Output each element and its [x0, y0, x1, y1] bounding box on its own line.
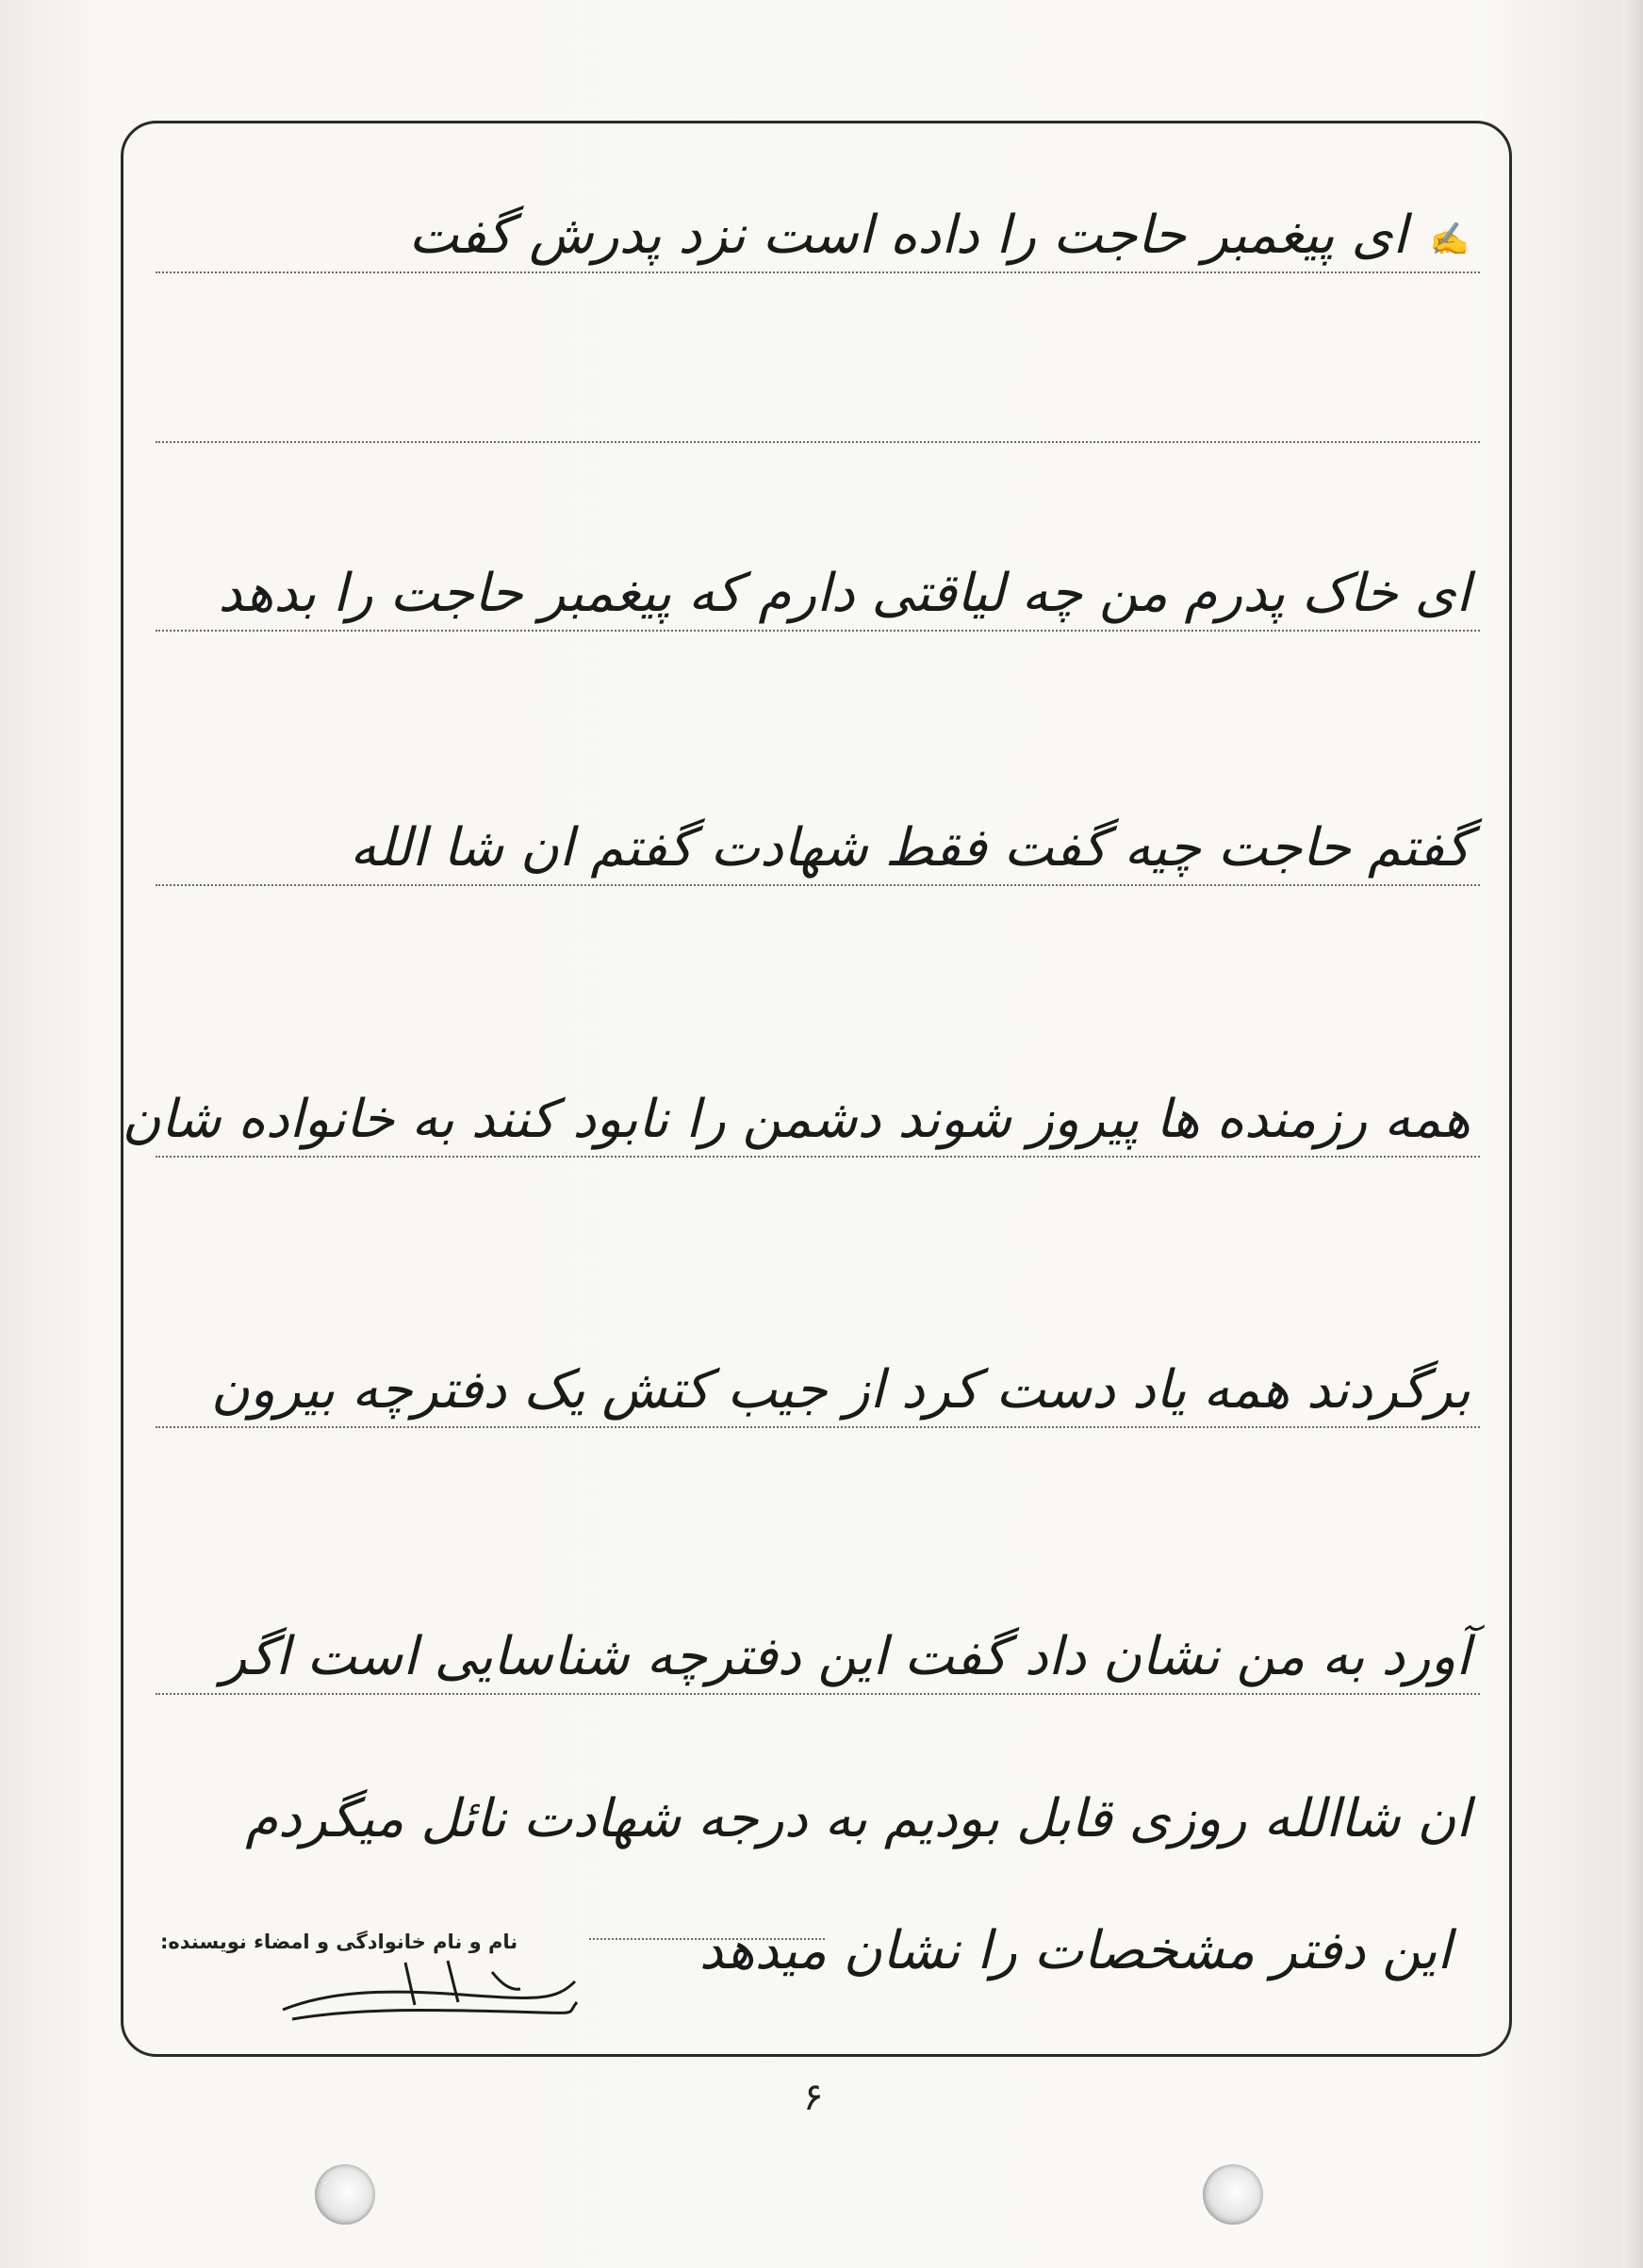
signature-label: نام و نام خانوادگی و امضاء نویسنده:	[160, 1931, 518, 1953]
signature-dotted-rule	[589, 1938, 825, 1940]
punch-hole-right	[1203, 2164, 1263, 2225]
line-text-6: آورد به من نشان داد گفت این دفترچه شناسایی است اگر	[221, 1626, 1470, 1687]
pen-hand-icon: ✍	[1429, 220, 1470, 258]
line-text-2: ای خاک پدرم من چه لیاقتی دارم که پیغمبر حاجت را بدهد	[218, 563, 1470, 624]
dotted-rule	[156, 884, 1480, 886]
handwritten-line-2-upper-rule	[156, 283, 1480, 443]
page-number: ۶	[803, 2076, 824, 2119]
handwritten-line-6	[156, 1535, 1480, 1695]
handwritten-line-4	[122, 997, 1480, 1158]
handwritten-line-5	[156, 1268, 1480, 1428]
signature-block	[160, 1923, 688, 2046]
line-text-4: همه رزمنده ها پیروز شوند دشمن را نابود کنند به خانواده شان	[122, 1089, 1470, 1150]
punch-hole-left	[315, 2164, 375, 2225]
page-edge-shadow	[1622, 0, 1643, 2268]
dotted-rule	[156, 1693, 1480, 1695]
dotted-rule	[156, 1156, 1480, 1158]
line-text-1: ای پیغمبر حاجت را داده است نزد پدرش گفت	[408, 205, 1407, 266]
handwritten-line-1	[156, 113, 1480, 273]
signature-mark	[273, 1953, 584, 2038]
handwritten-line-3	[156, 726, 1480, 886]
handwritten-line-2	[156, 471, 1480, 632]
line-text-7: ان شاالله روزی قابل بودیم به درجه شهادت نائل میگردم	[245, 1788, 1470, 1849]
line-text-3: گفتم حاجت چیه گفت فقط شهادت گفتم ان شا الله	[350, 817, 1470, 879]
dotted-rule	[156, 271, 1480, 273]
line-text-8: این دفتر مشخصات را نشان میدهد	[698, 1920, 1452, 1981]
dotted-rule	[156, 630, 1480, 632]
line-text-5: برگردند همه یاد دست کرد از جیب کتش یک دفترچه بیرون	[210, 1359, 1470, 1421]
dotted-rule	[156, 1426, 1480, 1428]
dotted-rule	[156, 441, 1480, 443]
